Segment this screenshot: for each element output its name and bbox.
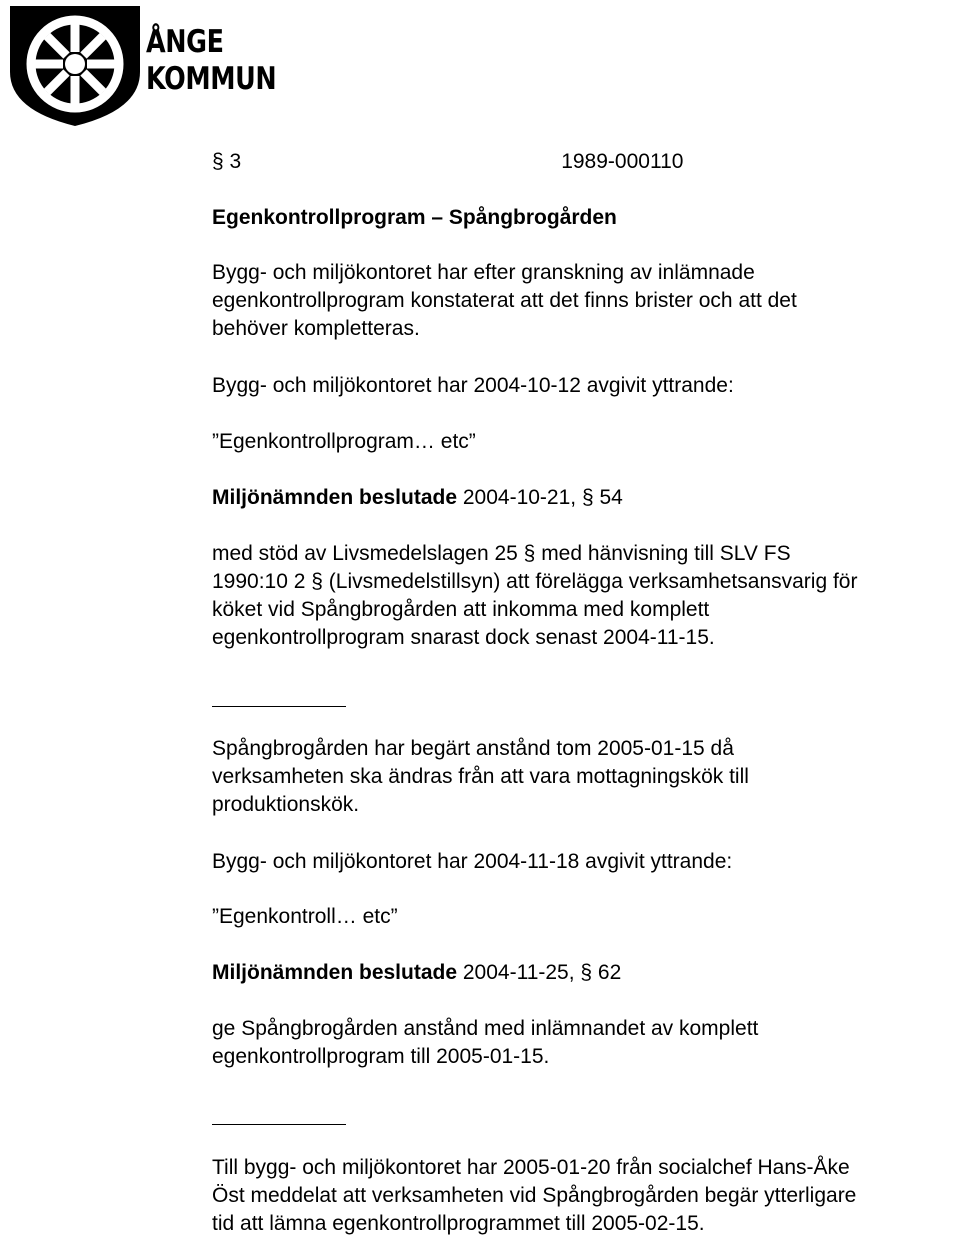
paragraph-statement-2: Bygg- och miljökontoret har 2004-11-18 avgivit yttrande:	[212, 850, 733, 873]
decision-2-label: Miljönämnden beslutade	[212, 961, 458, 984]
paragraph-extension-request: Spångbrogården har begärt anstånd tom 2005-01-15 då verksamheten ska ändras från att vara mottagningskök till produktionskök.	[212, 737, 749, 816]
separator-rule-2	[212, 1124, 346, 1125]
ange-kommun-logo	[6, 2, 277, 128]
decision-1	[212, 484, 623, 512]
paragraph-statement-1: Bygg- och miljökontoret har 2004-10-12 avgivit yttrande:	[212, 374, 734, 397]
paragraph-intro: Bygg- och miljökontoret har efter granskning av inlämnade egenkontrollprogram konstaterat att det finns brister och att det behöver kompletteras.	[212, 261, 797, 340]
paragraph-decision-1-text: med stöd av Livsmedelslagen 25 § med hänvisning till SLV FS 1990:10 2 § (Livsmedelstillsyn) att förelägga verksamhetsansvarig för köket vid Spångbrogården att inkomma med komplett egenkontrollprogram snarast dock senast 2004-11-15.	[212, 542, 858, 649]
quote-1: ”Egenkontrollprogram… etc”	[212, 430, 476, 453]
decision-1-date: 2004-10-21, § 54	[457, 486, 623, 509]
section-header-row	[212, 148, 683, 176]
wheel-shield-icon	[6, 2, 144, 128]
document-title: Egenkontrollprogram – Spångbrogården	[212, 206, 617, 229]
separator-rule-1	[212, 706, 346, 707]
logo-line-1: ÅNGE	[146, 24, 224, 60]
logo-wordmark	[146, 24, 276, 98]
decision-1-label: Miljönämnden beslutade	[212, 486, 458, 509]
quote-2: ”Egenkontroll… etc”	[212, 905, 398, 928]
case-number: 1989-000110	[561, 150, 684, 173]
logo-line-2: KOMMUN	[146, 61, 277, 97]
paragraph-further-request: Till bygg- och miljökontoret har 2005-01-20 från socialchef Hans-Åke Öst meddelat att verksamheten vid Spångbrogården begär ytterligare tid att lämna egenkontrollprogrammet till 2005-02-15.	[212, 1156, 857, 1235]
decision-2	[212, 959, 621, 987]
decision-2-date: 2004-11-25, § 62	[457, 961, 622, 984]
section-number: § 3	[212, 150, 242, 173]
paragraph-decision-2-text: ge Spångbrogården anstånd med inlämnandet av komplett egenkontrollprogram till 2005-01-15.	[212, 1017, 759, 1068]
